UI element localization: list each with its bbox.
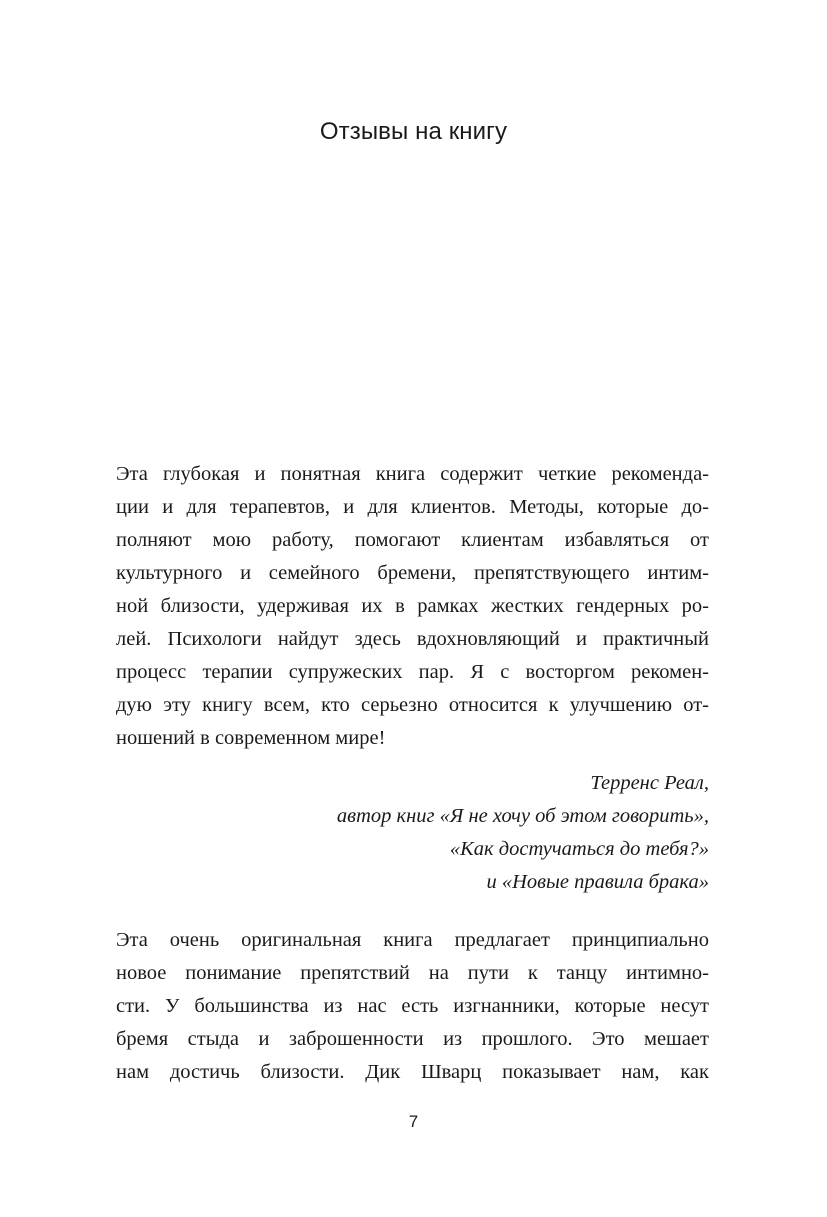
review-2-line: нам достичь близости. Дик Шварц показывает нам, как [116, 1061, 709, 1083]
review-2-line: Эта очень оригинальная книга предлагает принципиально [116, 929, 709, 951]
review-2-line: новое понимание препятствий на пути к танцу интимно- [116, 962, 709, 984]
attribution-line: и «Новые правила брака» [486, 871, 709, 893]
review-1-line: Эта глубокая и понятная книга содержит четкие рекоменда- [116, 463, 709, 485]
review-1-line: дую эту книгу всем, кто серьезно относится к улучшению от- [116, 694, 709, 716]
review-1-line: полняют мою работу, помогают клиентам избавляться от [116, 529, 709, 551]
review-1-line: лей. Психологи найдут здесь вдохновляющий и практичный [116, 628, 709, 650]
attribution-author: Терренс Реал, [590, 772, 709, 794]
review-2-line: сти. У большинства из нас есть изгнанники, которые несут [116, 995, 709, 1017]
review-1-line: процесс терапии супружеских пар. Я с восторгом рекомен- [116, 661, 709, 683]
review-2-line: бремя стыда и заброшенности из прошлого. Это мешает [116, 1028, 709, 1050]
attribution-line: автор книг «Я не хочу об этом говорить», [336, 805, 709, 827]
review-1-line: ной близости, удерживая их в рамках жестких гендерных ро- [116, 595, 709, 617]
page-title: Отзывы на книгу [319, 118, 508, 145]
review-1-line: ношений в современном мире! [116, 727, 386, 749]
review-1-line: ции и для терапевтов, и для клиентов. Методы, которые до- [116, 496, 709, 518]
review-1-line: культурного и семейного бремени, препятствующего интим- [116, 562, 709, 584]
attribution-line: «Как достучаться до тебя?» [449, 838, 709, 860]
page-number: 7 [408, 1112, 419, 1131]
